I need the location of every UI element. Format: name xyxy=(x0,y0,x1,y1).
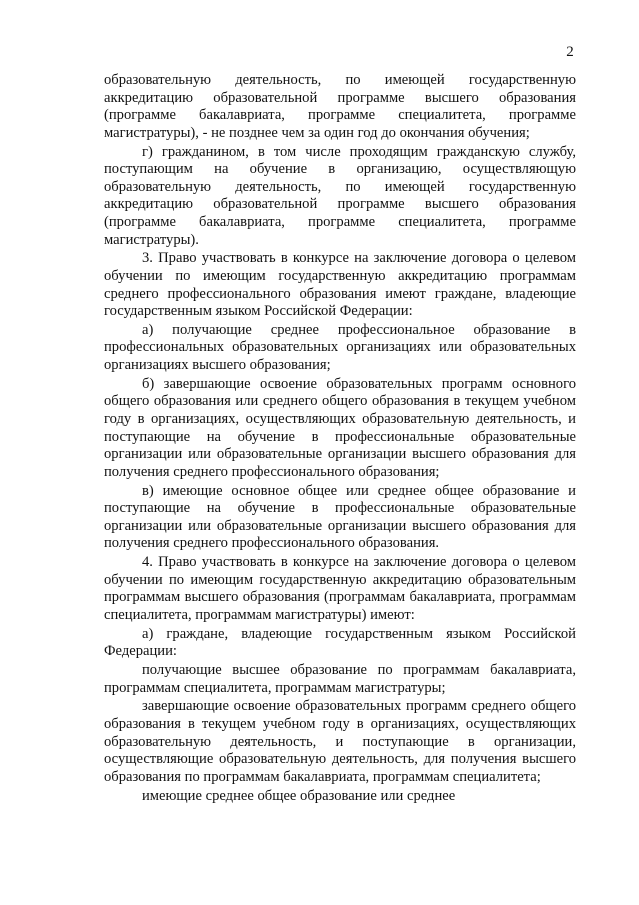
paragraph-10: завершающие освоение образовательных программ среднего общего образования в текущем учебном году в организациях, осуществляющих образовательную деятельность, и поступающие в организации, осуществляющие образовательную деятельность, для получения высшего образования по программам бакалавриата, программам специалитета; xyxy=(104,698,576,785)
page-number: 2 xyxy=(566,44,574,60)
body-text xyxy=(104,72,576,806)
paragraph-11: имеющие среднее общее образование или среднее xyxy=(142,787,456,804)
paragraph-2: г) гражданином, в том числе проходящим гражданскую службу, поступающим на обучение в организацию, осуществляющую образовательную деятельность, по имеющей государственную аккредитацию образовательной программе высшего образования (программе бакалавриата, программе специалитета, программе магистратуры). xyxy=(104,143,576,248)
paragraph-7: 4. Право участвовать в конкурсе на заключение договора о целевом обучении по имеющим государственную аккредитацию образовательным программам высшего образования (программам бакалавриата, программам специалитета, программам магистратуры) имеют: xyxy=(104,554,576,623)
paragraph-5: б) завершающие освоение образовательных программ основного общего образования или среднего общего образования в текущем учебном году в организациях, осуществляющих образовательную деятельность, и поступающие на обучение в профессиональные образовательные организации или образовательные организации высшего образования для получения среднего профессионального образования; xyxy=(104,375,576,480)
paragraph-6: в) имеющие основное общее или среднее общее образование и поступающие на обучение в профессиональные образовательные организации или образовательные организации высшего образования для получения среднего профессионального образования. xyxy=(104,482,576,552)
paragraph-8: а) граждане, владеющие государственным языком Российской Федерации: xyxy=(104,625,576,660)
paragraph-3: 3. Право участвовать в конкурсе на заключение договора о целевом обучении по имеющим государственную аккредитацию программам среднего профессионального образования имеют граждане, владеющие государственным языком Российской Федерации: xyxy=(104,250,576,320)
paragraph-9: получающие высшее образование по программам бакалавриата, программам специалитета, программам магистратуры; xyxy=(104,662,576,696)
paragraph-4: а) получающие среднее профессиональное образование в профессиональных образовательных организациях или образовательных организациях высшего образования; xyxy=(104,321,576,374)
paragraph-1: образовательную деятельность, по имеющей государственную аккредитацию образовательной программе высшего образования (программе бакалавриата, программе специалитета, программе магистратуры), - не позднее чем за один год до окончания обучения; xyxy=(104,72,576,141)
